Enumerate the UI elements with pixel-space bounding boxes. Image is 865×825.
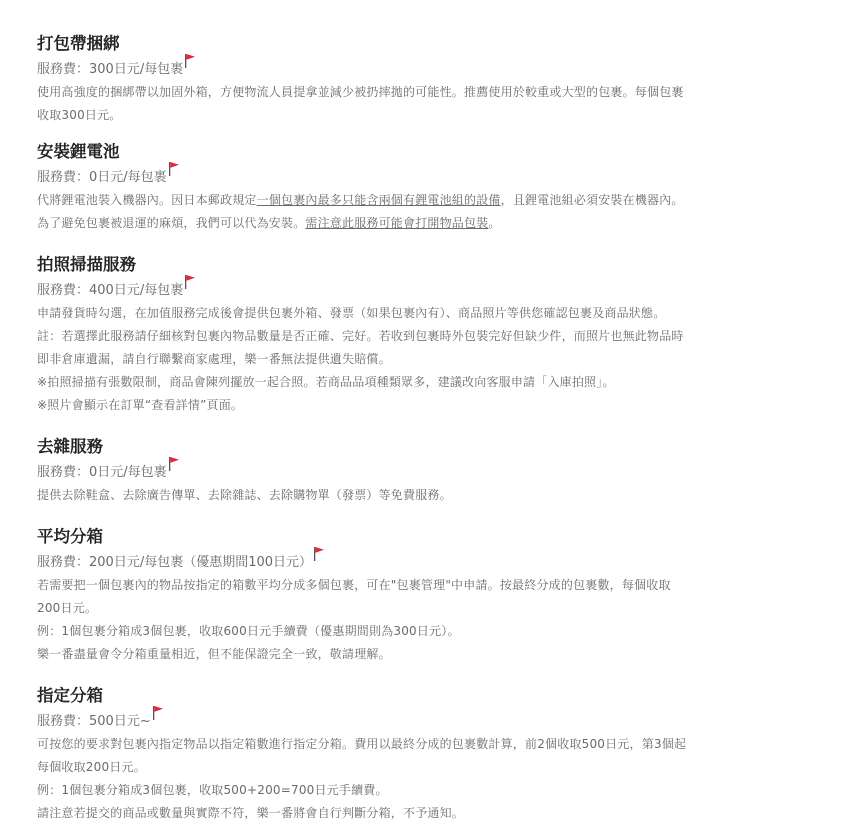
service-description-line: ※拍照掃描有張數限制，商品會陳列擺放一起合照。若商品品項種類眾多，建議改向客服申請「入庫拍照」。 <box>37 375 615 389</box>
service-fee <box>37 710 835 733</box>
service-title: 安裝鋰電池 <box>37 142 120 161</box>
service-fee <box>37 166 835 189</box>
service-title: 去雜服務 <box>37 437 103 456</box>
service-custom-split <box>37 682 835 825</box>
underlined-notice: 需注意此服務可能會打開物品包裝 <box>305 216 489 230</box>
service-description-line: 即非倉庫遺漏，請自行聯繫商家處理，樂一番無法提供遺失賠償。 <box>37 352 391 366</box>
service-fee-text: 服務費：500日元~ <box>37 714 151 729</box>
service-lithium-battery <box>37 138 835 235</box>
service-title: 拍照掃描服務 <box>37 255 136 274</box>
service-description-line: 每個收取200日元。 <box>37 760 146 774</box>
service-fee <box>37 279 835 302</box>
flag-icon <box>185 54 195 68</box>
service-description-line: 提供去除鞋盒、去除廣告傳單、去除雜誌、去除購物單（發票）等免費服務。 <box>37 488 452 502</box>
service-description-line <box>37 212 835 235</box>
service-description-line: 例：1個包裹分箱成3個包裹，收取600日元手續費（優惠期間則為300日元）。 <box>37 624 460 638</box>
flag-icon <box>169 162 179 176</box>
flag-icon <box>153 706 163 720</box>
service-fee-text: 服務費：300日元/每包裹 <box>37 62 184 77</box>
flag-icon <box>169 457 179 471</box>
service-fee-text: 服務費：0日元/每包裹 <box>37 170 167 185</box>
service-title: 平均分箱 <box>37 527 103 546</box>
service-description-line: ※照片會顯示在訂單“查看詳情”頁面。 <box>37 398 244 412</box>
service-fee <box>37 461 835 484</box>
service-fee-text: 服務費：400日元/每包裹 <box>37 283 184 298</box>
text-segment: 。 <box>488 216 501 230</box>
service-fee-text: 服務費：200日元/每包裹（優惠期間100日元） <box>37 555 313 570</box>
service-fee-text: 服務費：0日元/每包裹 <box>37 465 167 480</box>
text-segment: 代將鋰電池裝入機器內。因日本郵政規定 <box>37 193 257 207</box>
flag-icon <box>314 547 324 561</box>
service-description-line: 樂一番盡量會令分箱重量相近，但不能保證完全一致，敬請理解。 <box>37 647 391 661</box>
service-strap-binding <box>37 30 835 127</box>
service-description-line: 若需要把一個包裹內的物品按指定的箱數平均分成多個包裹，可在"包裹管理"中申請。按最終分成的包裹數，每個收取 <box>37 578 671 592</box>
service-description-line: 使用高強度的捆綁帶以加固外箱，方便物流人員提拿並減少被扔摔拋的可能性。推薦使用於較重或大型的包裹。每個包裹 <box>37 85 684 99</box>
service-even-split <box>37 523 835 666</box>
service-description-line: 請注意若提交的商品或數量與實際不符，樂一番將會自行判斷分箱，不予通知。 <box>37 806 465 820</box>
service-remove-extras <box>37 433 835 507</box>
service-description-line: 例：1個包裹分箱成3個包裹，收取500+200=700日元手續費。 <box>37 783 388 797</box>
service-description-line: 註：若選擇此服務請仔細核對包裹內物品數量是否正確、完好。若收到包裹時外包裝完好但缺少件，而照片也無此物品時 <box>37 329 684 343</box>
service-description-line <box>37 189 835 212</box>
service-description-line: 申請發貨時勾選，在加值服務完成後會提供包裹外箱、發票（如果包裹內有）、商品照片等供您確認包裹及商品狀態。 <box>37 306 666 320</box>
service-fee <box>37 551 835 574</box>
text-segment: ，且鋰電池組必須安裝在機器內。 <box>500 193 684 207</box>
service-fee <box>37 58 835 81</box>
service-description-line: 可按您的要求對包裹內指定物品以指定箱數進行指定分箱。費用以最終分成的包裹數計算，前2個收取500日元，第3個起 <box>37 737 687 751</box>
underlined-notice: 一個包裹內最多只能含兩個有鋰電池組的設備 <box>256 193 501 207</box>
flag-icon <box>185 275 195 289</box>
service-photo-scan <box>37 251 835 417</box>
service-description-line: 收取300日元。 <box>37 108 122 122</box>
service-title: 指定分箱 <box>37 686 103 705</box>
text-segment: 為了避免包裹被退運的麻煩，我們可以代為安裝。 <box>37 216 306 230</box>
service-description-line: 200日元。 <box>37 601 98 615</box>
service-title: 打包帶捆綁 <box>37 34 120 53</box>
